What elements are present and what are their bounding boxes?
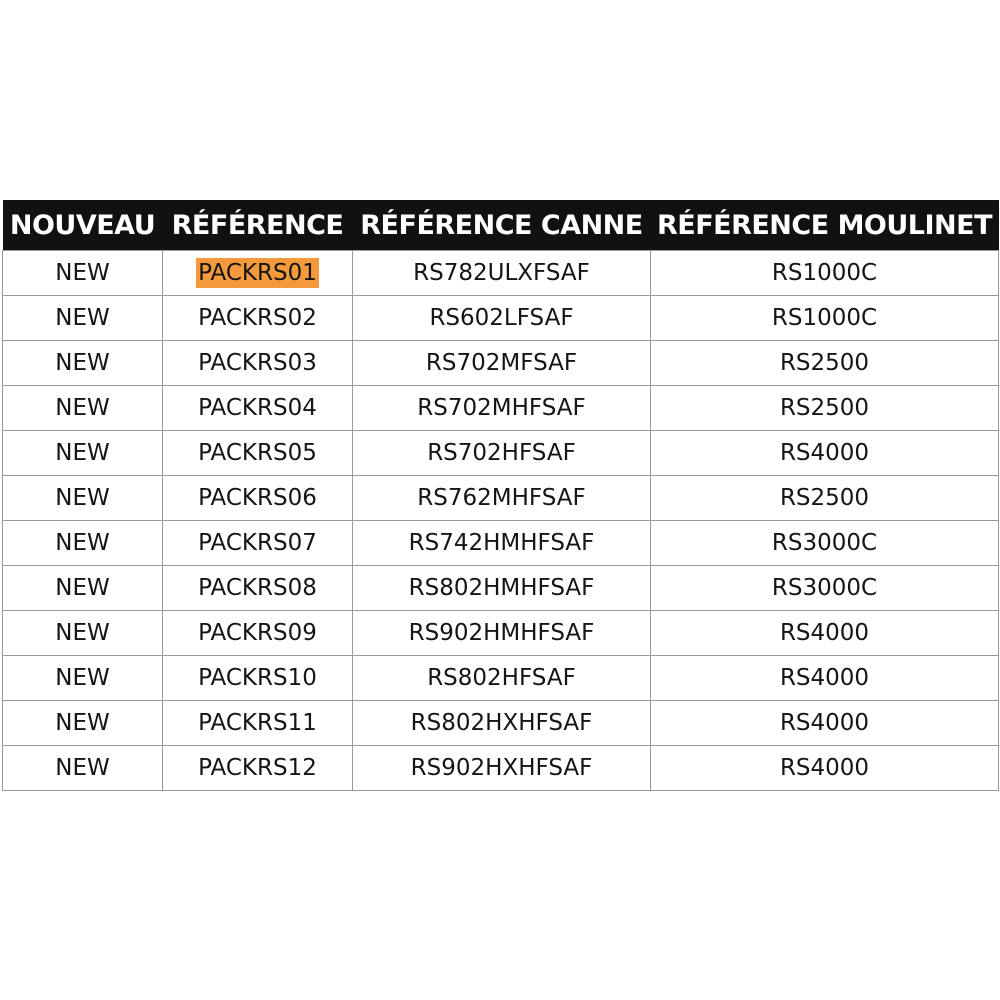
cell-nouveau: NEW (3, 746, 163, 791)
cell-reference-moulinet: RS4000 (651, 431, 999, 476)
table-row (3, 251, 999, 296)
cell-nouveau: NEW (3, 431, 163, 476)
cell-reference-canne: RS702MFSAF (353, 341, 651, 386)
table-row (3, 476, 999, 521)
cell-nouveau: NEW (3, 611, 163, 656)
cell-nouveau: NEW (3, 656, 163, 701)
cell-reference-moulinet: RS1000C (651, 296, 999, 341)
header-nouveau: NOUVEAU (3, 200, 163, 251)
table-row (3, 386, 999, 431)
header-reference: RÉFÉRENCE (163, 200, 353, 251)
cell-reference-canne: RS702HFSAF (353, 431, 651, 476)
table-row (3, 656, 999, 701)
product-reference-table (2, 200, 999, 791)
table-row (3, 701, 999, 746)
cell-reference: PACKRS11 (163, 701, 353, 746)
highlighted-reference: PACKRS01 (198, 260, 317, 286)
cell-reference: PACKRS03 (163, 341, 353, 386)
cell-nouveau: NEW (3, 701, 163, 746)
header-reference-moulinet: RÉFÉRENCE MOULINET (651, 200, 999, 251)
cell-reference (163, 251, 353, 296)
cell-reference-canne: RS602LFSAF (353, 296, 651, 341)
table-row (3, 746, 999, 791)
cell-nouveau: NEW (3, 251, 163, 296)
cell-nouveau: NEW (3, 296, 163, 341)
table-row (3, 611, 999, 656)
table-row (3, 566, 999, 611)
product-table-container (2, 200, 998, 791)
table-row (3, 341, 999, 386)
cell-reference-canne: RS902HMHFSAF (353, 611, 651, 656)
cell-reference-moulinet: RS4000 (651, 656, 999, 701)
cell-reference-moulinet: RS1000C (651, 251, 999, 296)
header-reference-canne: RÉFÉRENCE CANNE (353, 200, 651, 251)
cell-reference: PACKRS10 (163, 656, 353, 701)
cell-nouveau: NEW (3, 476, 163, 521)
table-row (3, 521, 999, 566)
cell-reference: PACKRS08 (163, 566, 353, 611)
cell-nouveau: NEW (3, 566, 163, 611)
table-header-row (3, 200, 999, 251)
cell-nouveau: NEW (3, 521, 163, 566)
cell-reference: PACKRS04 (163, 386, 353, 431)
cell-reference-canne: RS802HFSAF (353, 656, 651, 701)
cell-reference-moulinet: RS2500 (651, 386, 999, 431)
cell-reference: PACKRS05 (163, 431, 353, 476)
cell-reference-moulinet: RS4000 (651, 611, 999, 656)
table-row (3, 431, 999, 476)
cell-reference: PACKRS06 (163, 476, 353, 521)
cell-reference-canne: RS802HXHFSAF (353, 701, 651, 746)
cell-reference: PACKRS07 (163, 521, 353, 566)
cell-reference-canne: RS802HMHFSAF (353, 566, 651, 611)
cell-reference-moulinet: RS4000 (651, 746, 999, 791)
cell-reference-canne: RS782ULXFSAF (353, 251, 651, 296)
cell-reference-canne: RS902HXHFSAF (353, 746, 651, 791)
cell-reference-canne: RS742HMHFSAF (353, 521, 651, 566)
cell-reference: PACKRS12 (163, 746, 353, 791)
cell-reference-moulinet: RS4000 (651, 701, 999, 746)
cell-reference-canne: RS762MHFSAF (353, 476, 651, 521)
cell-reference-moulinet: RS2500 (651, 341, 999, 386)
cell-reference-canne: RS702MHFSAF (353, 386, 651, 431)
cell-nouveau: NEW (3, 341, 163, 386)
cell-reference: PACKRS09 (163, 611, 353, 656)
cell-nouveau: NEW (3, 386, 163, 431)
cell-reference-moulinet: RS3000C (651, 566, 999, 611)
cell-reference: PACKRS02 (163, 296, 353, 341)
cell-reference-moulinet: RS2500 (651, 476, 999, 521)
table-row (3, 296, 999, 341)
cell-reference-moulinet: RS3000C (651, 521, 999, 566)
